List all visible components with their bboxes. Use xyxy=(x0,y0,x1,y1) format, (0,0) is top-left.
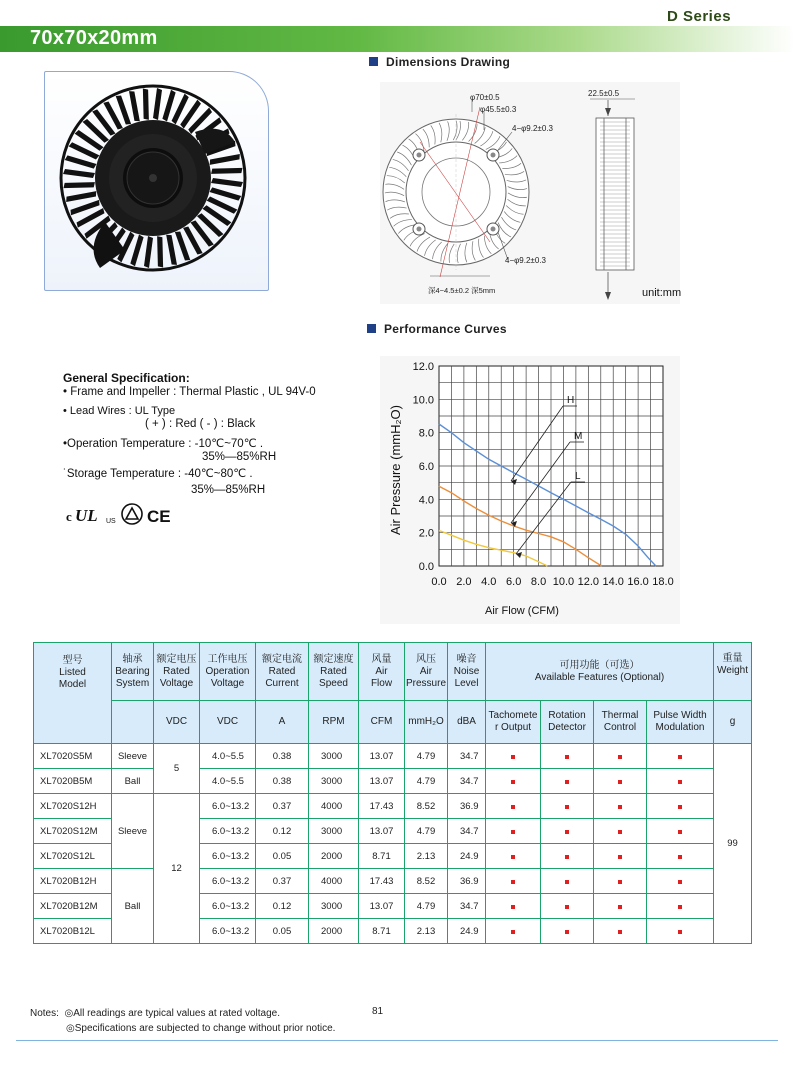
th-weight-en: Weight xyxy=(717,665,748,676)
cell-airflow: 13.07 xyxy=(359,894,405,919)
chart-x-tick-label: 2.0 xyxy=(456,576,472,588)
dimensions-heading xyxy=(369,55,510,69)
cell-model: XL7020S12M xyxy=(34,819,112,844)
chart-x-tick-label: 10.0 xyxy=(552,576,575,588)
cell-noise: 36.9 xyxy=(448,794,486,819)
cell-bearing: Ball xyxy=(112,869,154,944)
footer-divider xyxy=(16,1040,778,1041)
feature-dot-icon xyxy=(565,930,569,934)
chart-series-label-L: L xyxy=(575,471,581,482)
cell-feature-thermal xyxy=(594,869,647,894)
th-rated-voltage-en1: Rated xyxy=(163,665,190,677)
cell-feature-tachometer xyxy=(486,869,541,894)
cell-feature-rotation xyxy=(541,844,594,869)
th-rated-voltage xyxy=(154,643,200,701)
cell-speed: 2000 xyxy=(309,844,359,869)
cell-feature-thermal xyxy=(594,844,647,869)
cell-feature-rotation xyxy=(541,919,594,944)
cell-feature-thermal xyxy=(594,894,647,919)
th-bearing-en2: System xyxy=(115,677,150,689)
cell-feature-rotation xyxy=(541,744,594,769)
spec-lead-colors: ( + ) : Red ( - ) : Black xyxy=(145,418,256,430)
table-row xyxy=(34,794,752,819)
th-airflow-en1: Air xyxy=(375,665,388,677)
th-weight-unit: g xyxy=(714,701,752,744)
th-operation-voltage-en2: Voltage xyxy=(210,677,245,689)
th-speed-en2: Speed xyxy=(319,677,348,689)
table-row xyxy=(34,869,752,894)
cell-bearing: Ball xyxy=(112,769,154,794)
feature-dot-icon xyxy=(511,855,515,859)
feature-dot-icon xyxy=(618,830,622,834)
cell-pressure: 4.79 xyxy=(405,769,448,794)
cell-feature-pwm xyxy=(647,919,714,944)
cell-operation-voltage: 6.0~13.2 xyxy=(200,919,256,944)
dimensions-drawing xyxy=(380,82,680,304)
cell-operation-voltage: 6.0~13.2 xyxy=(200,819,256,844)
th-rated-voltage-unit: VDC xyxy=(154,701,200,744)
cell-feature-tachometer xyxy=(486,919,541,944)
th-bearing-en1: Bearing xyxy=(115,665,150,677)
cell-operation-voltage: 4.0~5.5 xyxy=(200,769,256,794)
performance-chart xyxy=(380,356,680,624)
th-speed-unit: RPM xyxy=(309,701,359,744)
section-square-icon xyxy=(369,57,378,66)
cell-noise: 34.7 xyxy=(448,744,486,769)
cell-speed: 3000 xyxy=(309,769,359,794)
dim-depth: 深4−4.5±0.2 深5mm xyxy=(428,286,496,295)
cell-operation-voltage: 4.0~5.5 xyxy=(200,744,256,769)
cell-noise: 34.7 xyxy=(448,769,486,794)
spec-storage-rh: 35%—85%RH xyxy=(191,484,266,496)
feature-dot-icon xyxy=(618,805,622,809)
spec-lead-wires: • Lead Wires : UL Type xyxy=(63,405,176,417)
cell-current: 0.12 xyxy=(256,819,309,844)
cell-model: XL7020B12H xyxy=(34,869,112,894)
feature-dot-icon xyxy=(618,755,622,759)
unit-label: unit:mm xyxy=(642,287,682,299)
cell-pressure: 2.13 xyxy=(405,919,448,944)
feature-dot-icon xyxy=(678,905,682,909)
cell-model: XL7020B12M xyxy=(34,894,112,919)
cell-feature-pwm xyxy=(647,744,714,769)
dim-inner-diameter: φ45.5±0.3 xyxy=(480,105,517,114)
th-model-en1: Listed xyxy=(59,667,86,678)
cell-noise: 36.9 xyxy=(448,869,486,894)
th-pwm-l2: Modulation xyxy=(655,722,705,733)
cell-airflow: 17.43 xyxy=(359,794,405,819)
th-pressure-en1: Air xyxy=(419,665,433,677)
th-thermal-l2: Control xyxy=(603,722,637,733)
cell-feature-rotation xyxy=(541,869,594,894)
feature-dot-icon xyxy=(678,855,682,859)
dimensions-svg xyxy=(380,82,680,304)
spec-operation-rh: 35%—85%RH xyxy=(202,451,277,463)
feature-dot-icon xyxy=(511,880,515,884)
th-pwm xyxy=(647,701,714,744)
chart-x-tick-label: 16.0 xyxy=(627,576,649,588)
table-row xyxy=(34,769,752,794)
cell-current: 0.37 xyxy=(256,794,309,819)
th-noise-en1: Noise xyxy=(453,665,480,677)
cell-pressure: 4.79 xyxy=(405,819,448,844)
th-bearing-unit xyxy=(112,701,154,744)
section-square-icon xyxy=(367,324,376,333)
cell-model: XL7020S12L xyxy=(34,844,112,869)
cell-airflow: 8.71 xyxy=(359,844,405,869)
feature-dot-icon xyxy=(678,780,682,784)
cell-pressure: 2.13 xyxy=(405,844,448,869)
cell-noise: 24.9 xyxy=(448,919,486,944)
series-label: D Series xyxy=(667,8,732,25)
th-operation-voltage-cn: 工作电压 xyxy=(207,653,248,665)
dimensions-heading-text: Dimensions Drawing xyxy=(386,55,511,69)
th-thermal-control xyxy=(594,701,647,744)
th-operation-voltage-unit: VDC xyxy=(200,701,256,744)
performance-heading-text: Performance Curves xyxy=(384,322,507,336)
feature-dot-icon xyxy=(678,755,682,759)
cell-rated-voltage: 5 xyxy=(154,744,200,794)
notes xyxy=(30,1006,335,1036)
cell-pressure: 8.52 xyxy=(405,869,448,894)
cell-feature-thermal xyxy=(594,919,647,944)
cert-logos-svg xyxy=(66,501,186,527)
cell-operation-voltage: 6.0~13.2 xyxy=(200,869,256,894)
feature-dot-icon xyxy=(678,930,682,934)
spec-storage-temp: ˙Storage Temperature : -40℃~80℃ . xyxy=(63,468,253,480)
cul-c-mark: c xyxy=(66,509,72,524)
cell-feature-rotation xyxy=(541,769,594,794)
cell-feature-tachometer xyxy=(486,744,541,769)
page-title: 70x70x20mm xyxy=(30,27,158,49)
cell-current: 0.05 xyxy=(256,919,309,944)
spec-heading: General Specification: xyxy=(63,371,190,385)
th-airflow-en2: Flow xyxy=(370,677,393,689)
cell-pressure: 8.52 xyxy=(405,794,448,819)
th-pwm-l1: Pulse Width xyxy=(653,710,707,721)
chart-x-tick-label: 0.0 xyxy=(431,576,447,588)
cell-noise: 24.9 xyxy=(448,844,486,869)
th-pressure xyxy=(405,643,448,701)
th-model-en2: Model xyxy=(58,679,87,690)
cell-speed: 4000 xyxy=(309,794,359,819)
cell-pressure: 4.79 xyxy=(405,894,448,919)
th-pressure-cn: 风压 xyxy=(416,653,436,665)
ul-mark: UL xyxy=(75,506,98,525)
cell-feature-tachometer xyxy=(486,894,541,919)
cell-operation-voltage: 6.0~13.2 xyxy=(200,894,256,919)
feature-dot-icon xyxy=(511,805,515,809)
cell-speed: 3000 xyxy=(309,894,359,919)
chart-x-tick-label: 14.0 xyxy=(602,576,624,588)
cell-feature-rotation xyxy=(541,819,594,844)
feature-dot-icon xyxy=(565,905,569,909)
cell-feature-pwm xyxy=(647,794,714,819)
th-features xyxy=(486,643,714,701)
feature-dot-icon xyxy=(511,905,515,909)
chart-y-tick-label: 2.0 xyxy=(418,527,434,540)
cell-feature-tachometer xyxy=(486,794,541,819)
feature-dot-icon xyxy=(618,930,622,934)
cell-current: 0.38 xyxy=(256,744,309,769)
spec-frame: • Frame and Impeller : Thermal Plastic , UL 94V-0 xyxy=(63,386,316,398)
feature-dot-icon xyxy=(678,805,682,809)
cell-airflow: 8.71 xyxy=(359,919,405,944)
th-pressure-en2: Pressure xyxy=(406,677,447,689)
cell-weight: 99 xyxy=(714,744,752,944)
feature-dot-icon xyxy=(511,930,515,934)
th-weight xyxy=(714,643,752,701)
table-row xyxy=(34,744,752,769)
chart-x-tick-label: 4.0 xyxy=(481,576,497,588)
blower-fan-image xyxy=(45,72,269,291)
cell-airflow: 13.07 xyxy=(359,819,405,844)
th-current-en1: Rated xyxy=(268,665,296,677)
cell-speed: 4000 xyxy=(309,869,359,894)
cell-feature-pwm xyxy=(647,769,714,794)
cell-speed: 3000 xyxy=(309,744,359,769)
th-rated-voltage-cn: 额定电压 xyxy=(156,653,197,665)
chart-y-tick-label: 12.0 xyxy=(412,361,434,373)
cell-feature-thermal xyxy=(594,819,647,844)
chart-x-tick-label: 8.0 xyxy=(530,576,547,588)
feature-dot-icon xyxy=(565,780,569,784)
notes-label: Notes: xyxy=(30,1008,59,1019)
cell-feature-rotation xyxy=(541,794,594,819)
chart-y-axis-label: Air Pressure (mmH₂O) xyxy=(388,405,403,535)
dim-hole-bottom: 4−φ9.2±0.3 xyxy=(505,256,546,265)
th-speed-cn: 额定速度 xyxy=(313,653,354,665)
th-current xyxy=(256,643,309,701)
cell-airflow: 13.07 xyxy=(359,769,405,794)
cell-model: XL7020S5M xyxy=(34,744,112,769)
th-noise-cn: 噪音 xyxy=(456,653,477,665)
th-noise-unit: dBA xyxy=(448,701,486,744)
th-tachometer-l2: r Output xyxy=(494,722,532,733)
feature-dot-icon xyxy=(565,855,569,859)
ce-mark: CE xyxy=(147,507,171,526)
cell-model: XL7020B12L xyxy=(34,919,112,944)
product-photo-frame xyxy=(44,71,269,291)
th-weight-cn: 重量 xyxy=(722,653,743,664)
feature-dot-icon xyxy=(678,880,682,884)
th-features-en: Available Features (Optional) xyxy=(534,671,665,683)
chart-y-tick-label: 6.0 xyxy=(418,461,434,473)
cell-feature-thermal xyxy=(594,769,647,794)
th-thermal-l1: Thermal xyxy=(601,710,639,721)
cell-current: 0.12 xyxy=(256,894,309,919)
th-rotation-l1: Rotation xyxy=(548,710,586,721)
cell-operation-voltage: 6.0~13.2 xyxy=(200,794,256,819)
th-rotation-detector xyxy=(541,701,594,744)
dim-hole-top: 4−φ9.2±0.3 xyxy=(512,124,553,133)
chart-y-tick-label: 0.0 xyxy=(418,561,434,573)
feature-dot-icon xyxy=(678,830,682,834)
cell-model: XL7020S12H xyxy=(34,794,112,819)
th-tachometer-l1: Tachomete xyxy=(488,710,538,721)
th-features-cn: 可用功能（可选） xyxy=(559,659,640,671)
cell-noise: 34.7 xyxy=(448,894,486,919)
cell-airflow: 13.07 xyxy=(359,744,405,769)
performance-heading xyxy=(367,322,507,336)
dim-outer-diameter: φ70±0.5 xyxy=(470,93,500,102)
feature-dot-icon xyxy=(618,905,622,909)
th-speed-en1: Rated xyxy=(320,665,347,677)
performance-chart-svg xyxy=(380,356,680,624)
cell-pressure: 4.79 xyxy=(405,744,448,769)
th-bearing-cn: 轴承 xyxy=(122,653,143,665)
chart-x-axis-label: Air Flow (CFM) xyxy=(485,605,559,617)
cell-feature-rotation xyxy=(541,894,594,919)
chart-series-label-M: M xyxy=(574,431,583,442)
tuv-triangle-icon xyxy=(122,504,142,524)
cell-bearing: Sleeve xyxy=(112,794,154,869)
th-current-unit: A xyxy=(256,701,309,744)
th-model-cn: 型号 xyxy=(62,655,83,666)
feature-dot-icon xyxy=(511,755,515,759)
feature-dot-icon xyxy=(565,880,569,884)
th-airflow-cn: 风量 xyxy=(371,653,392,665)
feature-dot-icon xyxy=(565,805,569,809)
th-speed xyxy=(309,643,359,701)
th-current-cn: 额定电流 xyxy=(262,653,302,665)
cell-speed: 2000 xyxy=(309,919,359,944)
feature-dot-icon xyxy=(511,830,515,834)
cell-feature-pwm xyxy=(647,819,714,844)
cell-airflow: 17.43 xyxy=(359,869,405,894)
cell-feature-tachometer xyxy=(486,769,541,794)
cell-noise: 34.7 xyxy=(448,819,486,844)
note-1: ◎All readings are typical values at rated voltage. xyxy=(64,1008,280,1019)
cell-feature-thermal xyxy=(594,744,647,769)
th-rotation-l2: Detector xyxy=(548,722,586,733)
cell-current: 0.05 xyxy=(256,844,309,869)
dim-width: 22.5±0.5 xyxy=(588,89,620,98)
cell-feature-thermal xyxy=(594,794,647,819)
th-model xyxy=(34,643,112,744)
chart-y-tick-label: 10.0 xyxy=(412,394,434,407)
spec-operation-temp: •Operation Temperature : -10℃~70℃ . xyxy=(63,438,264,450)
feature-dot-icon xyxy=(618,780,622,784)
us-mark: US xyxy=(106,518,116,525)
th-airflow xyxy=(359,643,405,701)
cell-feature-tachometer xyxy=(486,819,541,844)
th-rated-voltage-en2: Voltage xyxy=(159,677,194,689)
cell-bearing: Sleeve xyxy=(112,744,154,769)
cell-current: 0.37 xyxy=(256,869,309,894)
feature-dot-icon xyxy=(618,880,622,884)
cell-rated-voltage: 12 xyxy=(154,794,200,944)
feature-dot-icon xyxy=(618,855,622,859)
cell-feature-pwm xyxy=(647,894,714,919)
th-operation-voltage xyxy=(200,643,256,701)
cell-feature-pwm xyxy=(647,844,714,869)
cell-operation-voltage: 6.0~13.2 xyxy=(200,844,256,869)
page-number: 81 xyxy=(372,1006,384,1017)
cell-current: 0.38 xyxy=(256,769,309,794)
chart-x-tick-label: 18.0 xyxy=(652,576,674,588)
cell-speed: 3000 xyxy=(309,819,359,844)
cell-feature-tachometer xyxy=(486,844,541,869)
th-pressure-unit: mmH₂O xyxy=(405,701,448,744)
spec-table xyxy=(33,642,752,944)
th-tachometer xyxy=(486,701,541,744)
th-airflow-unit: CFM xyxy=(359,701,405,744)
feature-dot-icon xyxy=(565,830,569,834)
th-noise-en2: Level xyxy=(454,677,479,689)
cell-feature-pwm xyxy=(647,869,714,894)
chart-series-label-H: H xyxy=(567,395,575,406)
certification-logos xyxy=(66,501,186,532)
note-2: ◎Specifications are subjected to change without prior notice. xyxy=(66,1023,336,1034)
th-noise xyxy=(448,643,486,701)
cell-model: XL7020B5M xyxy=(34,769,112,794)
chart-x-tick-label: 6.0 xyxy=(506,576,522,588)
th-current-en2: Current xyxy=(265,677,299,689)
th-operation-voltage-en1: Operation xyxy=(205,665,250,677)
chart-x-tick-label: 12.0 xyxy=(577,576,600,588)
feature-dot-icon xyxy=(511,780,515,784)
feature-dot-icon xyxy=(565,755,569,759)
th-bearing xyxy=(112,643,154,701)
chart-y-tick-label: 4.0 xyxy=(418,494,434,507)
chart-y-tick-label: 8.0 xyxy=(418,427,434,440)
